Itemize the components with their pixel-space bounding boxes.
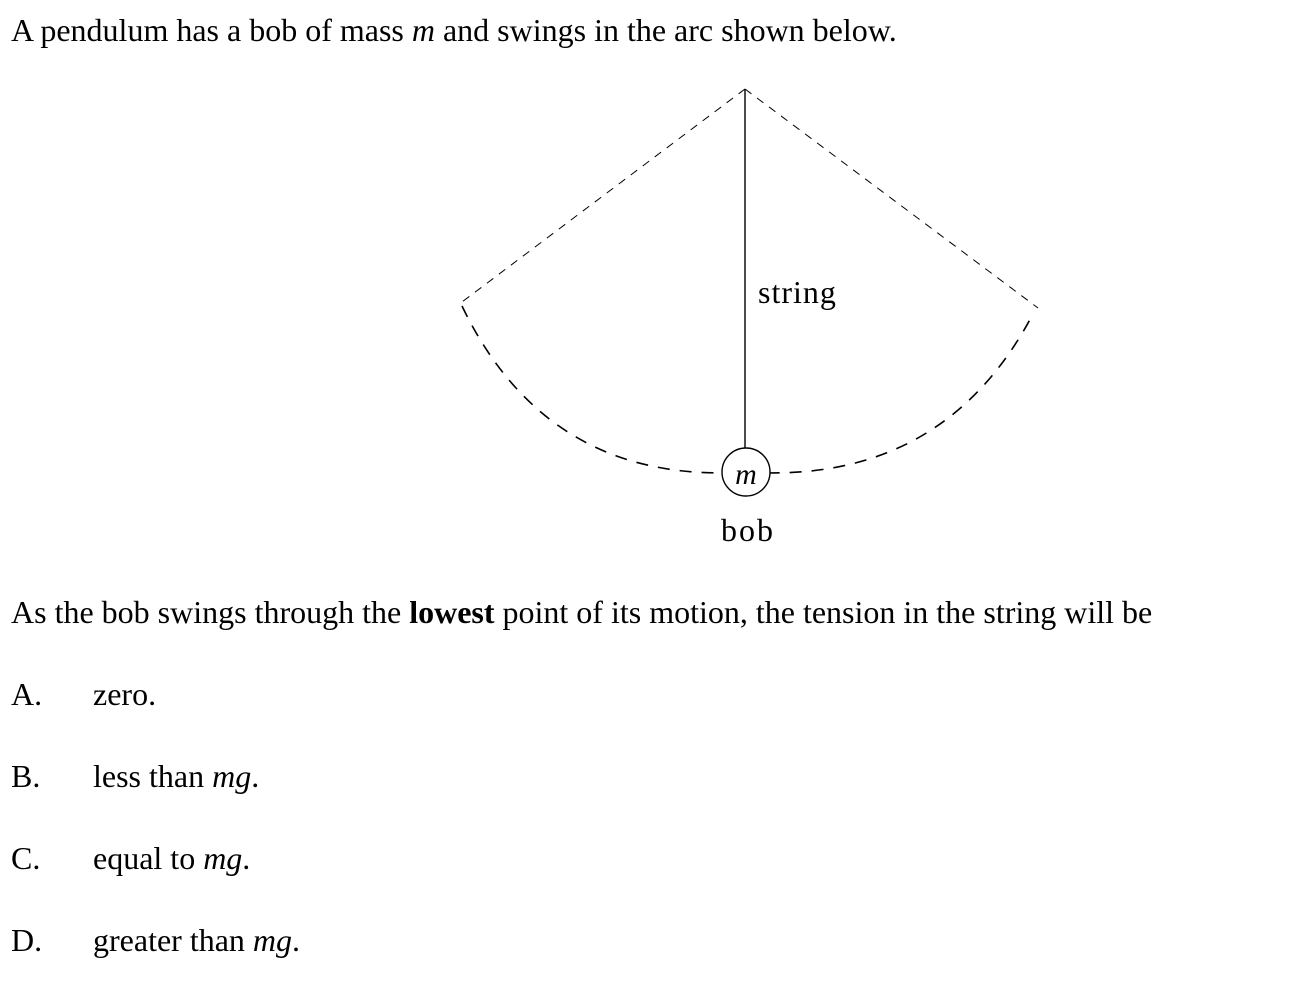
- option-letter: D.: [11, 922, 43, 958]
- string-label: string: [758, 274, 837, 310]
- option-text: greater than mg.: [93, 922, 301, 958]
- bob-mass-label: m: [735, 458, 757, 491]
- option-text: less than mg.: [93, 758, 260, 794]
- option-letter: B.: [11, 758, 41, 794]
- option-text: equal to mg.: [93, 840, 251, 876]
- option-text: zero.: [93, 676, 157, 712]
- bob-label: bob: [721, 512, 775, 548]
- intro-text-1: A pendulum has a bob of mass: [11, 12, 412, 48]
- intro-text-2: and swings in the arc shown below.: [434, 12, 897, 48]
- question-stem: [11, 592, 1152, 632]
- intro-mass-variable: m: [411, 12, 435, 48]
- stem-text-1: As the bob swings through the: [11, 594, 410, 630]
- stem-emphasis-lowest: lowest: [409, 594, 495, 630]
- option-letter: C.: [11, 840, 41, 876]
- stem-text-2: point of its motion, the tension in the string will be: [494, 594, 1153, 630]
- option-letter: A.: [11, 676, 43, 712]
- left-radius-dashed-line: [458, 89, 745, 305]
